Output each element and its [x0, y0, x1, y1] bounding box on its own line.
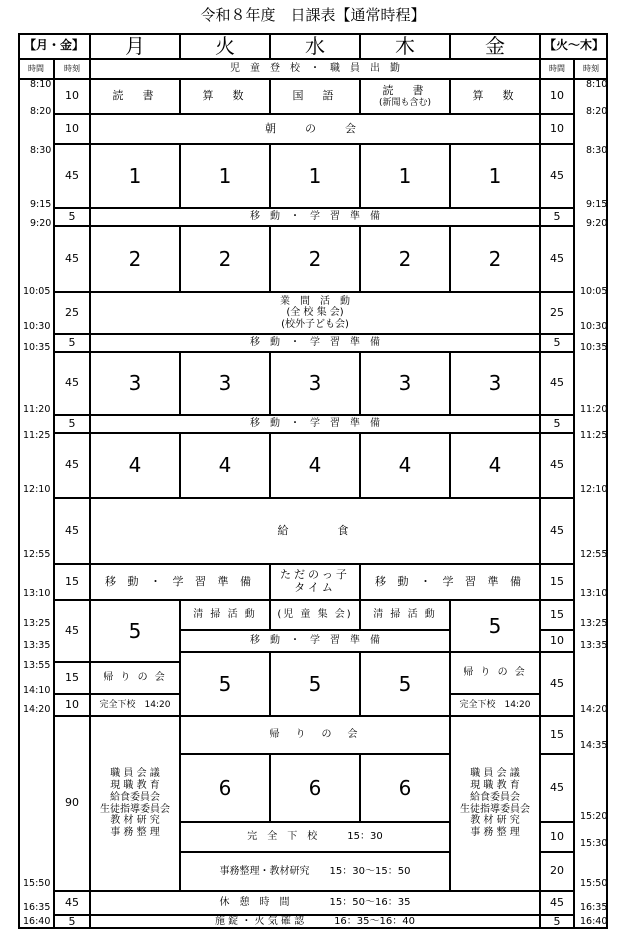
recess-line-1: 業 間 活 動 — [280, 295, 350, 307]
thu-period-6: 6 — [360, 754, 450, 822]
staff-task: 職 員 会 議 — [110, 768, 160, 780]
left-time: 10:35 — [23, 342, 51, 353]
move-prep-row: 移 動 ・ 学 習 準 備 — [90, 208, 540, 226]
mon-period-5: 5 — [90, 600, 180, 662]
left-time: 9:20 — [30, 218, 52, 229]
right-time: 10:30 — [580, 321, 608, 332]
right-time: 13:10 — [580, 588, 608, 599]
left-time: 9:15 — [30, 199, 52, 210]
thu-reading — [360, 79, 450, 114]
thu-cleaning: 清 掃 活 動 — [360, 600, 450, 630]
left-duration: 5 — [54, 915, 90, 929]
left-time: 12:10 — [23, 484, 51, 495]
wed-period-4: 4 — [270, 433, 360, 498]
mon-period-2: 2 — [90, 226, 180, 292]
tue-thu-homeroom-end: 帰 り の 会 — [180, 716, 450, 754]
staff-task: 事 務 整 理 — [470, 827, 520, 839]
left-time: 13:10 — [23, 588, 51, 599]
tue-period-5: 5 — [180, 652, 270, 716]
thu-reading-label: 読 書 — [382, 84, 428, 97]
thu-period-3: 3 — [360, 352, 450, 415]
right-time: 9:20 — [586, 218, 608, 229]
fri-math: 算 数 — [450, 79, 540, 114]
fri-period-3: 3 — [450, 352, 540, 415]
right-duration: 5 — [540, 915, 574, 929]
right-time: 11:20 — [580, 404, 608, 415]
day-wed: 水 — [270, 33, 360, 59]
mon-staff-tasks — [90, 716, 180, 891]
right-time: 12:55 — [580, 549, 608, 560]
left-duration: 5 — [54, 334, 90, 352]
right-time: 8:10 — [586, 79, 608, 90]
fri-move-prep: 移 動 ・ 学 習 準 備 — [360, 564, 540, 600]
right-duration: 15 — [540, 600, 574, 630]
mon-period-1: 1 — [90, 144, 180, 208]
left-time: 15:50 — [23, 878, 51, 889]
staff-task: 生徒指導委員会 — [460, 803, 530, 815]
right-duration: 45 — [540, 144, 574, 208]
right-group-label: 【火～木】 — [540, 33, 608, 59]
tadanoko-time — [270, 564, 360, 600]
left-duration: 45 — [54, 891, 90, 915]
right-duration: 45 — [540, 226, 574, 292]
left-group-label: 【月・金】 — [18, 33, 90, 59]
rest-row: 休 憩 時 間 15：50～16：35 — [90, 891, 540, 915]
right-duration: 45 — [540, 498, 574, 564]
right-duration: 5 — [540, 208, 574, 226]
right-duration: 45 — [540, 891, 574, 915]
fri-period-5: 5 — [450, 600, 540, 652]
tadanoko-line-1: ただのっ子 — [280, 568, 350, 582]
right-time: 15:20 — [580, 811, 608, 822]
tue-thu-move-prep: 移 動 ・ 学 習 準 備 — [180, 630, 450, 652]
mon-period-3: 3 — [90, 352, 180, 415]
fri-staff-tasks — [450, 716, 540, 891]
staff-task: 事 務 整 理 — [110, 827, 160, 839]
thu-period-1: 1 — [360, 144, 450, 208]
fri-period-1: 1 — [450, 144, 540, 208]
tue-period-4: 4 — [180, 433, 270, 498]
day-fri: 金 — [450, 33, 540, 59]
staff-task: 教 材 研 究 — [470, 815, 520, 827]
right-time: 16:40 — [580, 916, 608, 927]
left-time: 10:05 — [23, 286, 51, 297]
right-duration: 45 — [540, 433, 574, 498]
right-duration: 15 — [540, 716, 574, 754]
staff-task: 教 材 研 究 — [110, 815, 160, 827]
fri-all-leave: 完全下校 14:20 — [450, 694, 540, 716]
staff-task: 現 職 教 育 — [470, 779, 520, 791]
left-time: 14:20 — [23, 704, 51, 715]
right-duration: 15 — [540, 564, 574, 600]
right-duration: 10 — [540, 822, 574, 852]
staff-task: 生徒指導委員会 — [100, 803, 170, 815]
right-duration: 10 — [540, 630, 574, 652]
right-time: 10:35 — [580, 342, 608, 353]
left-time: 11:20 — [23, 404, 51, 415]
left-duration: 5 — [54, 208, 90, 226]
left-duration: 10 — [54, 79, 90, 114]
day-tue: 火 — [180, 33, 270, 59]
left-duration: 5 — [54, 415, 90, 433]
wed-student-meeting: (児 童 集 会) — [270, 600, 360, 630]
right-duration: 45 — [540, 352, 574, 415]
left-duration: 90 — [54, 716, 90, 891]
arrival-row: 児 童 登 校 ・ 職 員 出 勤 — [90, 59, 540, 79]
mon-reading: 読 書 — [90, 79, 180, 114]
mon-homeroom-end: 帰 り の 会 — [90, 662, 180, 694]
mon-move-prep: 移 動 ・ 学 習 準 備 — [90, 564, 270, 600]
right-time: 13:35 — [580, 640, 608, 651]
left-duration: 45 — [54, 498, 90, 564]
right-time: 9:15 — [586, 199, 608, 210]
thu-reading-sub: (新聞も含む) — [378, 97, 432, 108]
col-jikoku-left: 時刻 — [54, 59, 90, 79]
left-time: 12:55 — [23, 549, 51, 560]
left-time: 8:30 — [30, 145, 52, 156]
left-time: 11:25 — [23, 430, 51, 441]
right-duration: 5 — [540, 415, 574, 433]
staff-task: 給食委員会 — [470, 791, 520, 803]
left-duration: 45 — [54, 352, 90, 415]
wed-japanese: 国 語 — [270, 79, 360, 114]
left-time: 16:40 — [23, 916, 51, 927]
mon-period-4: 4 — [90, 433, 180, 498]
left-duration: 45 — [54, 226, 90, 292]
staff-task: 職 員 会 議 — [470, 768, 520, 780]
lunch-row: 給 食 — [90, 498, 540, 564]
col-jikan-right: 時間 — [540, 59, 574, 79]
left-duration: 10 — [54, 694, 90, 716]
tue-period-3: 3 — [180, 352, 270, 415]
lock-row: 施 錠 ・ 火 気 確 認 16：35～16：40 — [90, 915, 540, 929]
right-duration: 10 — [540, 114, 574, 144]
left-duration: 45 — [54, 433, 90, 498]
move-prep-row: 移 動 ・ 学 習 準 備 — [90, 415, 540, 433]
right-time: 15:30 — [580, 838, 608, 849]
recess-activity — [90, 292, 540, 334]
right-duration: 20 — [540, 852, 574, 891]
right-time: 10:05 — [580, 286, 608, 297]
right-duration: 45 — [540, 652, 574, 716]
left-time: 8:10 — [30, 79, 52, 90]
thu-period-2: 2 — [360, 226, 450, 292]
left-time: 14:10 — [23, 685, 51, 696]
staff-task: 現 職 教 育 — [110, 779, 160, 791]
thu-period-4: 4 — [360, 433, 450, 498]
recess-line-2: (全 校 集 会) — [286, 307, 344, 319]
wed-period-5: 5 — [270, 652, 360, 716]
left-duration: 15 — [54, 564, 90, 600]
left-duration: 45 — [54, 144, 90, 208]
right-time: 12:10 — [580, 484, 608, 495]
office-work-row: 事務整理・教材研究 15：30～15：50 — [180, 852, 450, 891]
tadanoko-line-2: タイム — [294, 581, 336, 594]
wed-period-1: 1 — [270, 144, 360, 208]
col-jikoku-right: 時刻 — [574, 59, 608, 79]
tue-period-2: 2 — [180, 226, 270, 292]
fri-period-4: 4 — [450, 433, 540, 498]
left-time: 13:55 — [23, 660, 51, 671]
day-mon: 月 — [90, 33, 180, 59]
left-duration: 15 — [54, 662, 90, 694]
left-time: 8:20 — [30, 106, 52, 117]
thu-period-5: 5 — [360, 652, 450, 716]
staff-task: 給食委員会 — [110, 791, 160, 803]
tue-cleaning: 清 掃 活 動 — [180, 600, 270, 630]
tue-math: 算 数 — [180, 79, 270, 114]
move-prep-row: 移 動 ・ 学 習 準 備 — [90, 334, 540, 352]
left-duration: 25 — [54, 292, 90, 334]
left-time: 13:35 — [23, 640, 51, 651]
recess-line-3: (校外子ども会) — [281, 318, 349, 330]
morning-meeting: 朝 の 会 — [90, 114, 540, 144]
right-time: 11:25 — [580, 430, 608, 441]
right-time: 13:25 — [580, 618, 608, 629]
right-time: 14:20 — [580, 704, 608, 715]
mon-all-leave: 完全下校 14:20 — [90, 694, 180, 716]
right-duration: 10 — [540, 79, 574, 114]
wed-period-3: 3 — [270, 352, 360, 415]
left-duration: 45 — [54, 600, 90, 662]
left-time: 10:30 — [23, 321, 51, 332]
right-time: 8:30 — [586, 145, 608, 156]
fri-period-2: 2 — [450, 226, 540, 292]
right-duration: 45 — [540, 754, 574, 822]
right-time: 8:20 — [586, 106, 608, 117]
fri-homeroom-end: 帰 り の 会 — [450, 652, 540, 694]
right-time: 15:50 — [580, 878, 608, 889]
left-time: 13:25 — [23, 618, 51, 629]
day-thu: 木 — [360, 33, 450, 59]
right-duration: 5 — [540, 334, 574, 352]
page-title: 令和８年度 日課表【通常時程】 — [200, 6, 426, 24]
wed-period-6: 6 — [270, 754, 360, 822]
col-jikan-left: 時間 — [18, 59, 54, 79]
right-time: 14:35 — [580, 740, 608, 751]
left-time: 16:35 — [23, 902, 51, 913]
tue-period-6: 6 — [180, 754, 270, 822]
left-duration: 10 — [54, 114, 90, 144]
tue-thu-all-leave: 完 全 下 校 15：30 — [180, 822, 450, 852]
right-duration: 25 — [540, 292, 574, 334]
right-time: 16:35 — [580, 902, 608, 913]
wed-period-2: 2 — [270, 226, 360, 292]
tue-period-1: 1 — [180, 144, 270, 208]
